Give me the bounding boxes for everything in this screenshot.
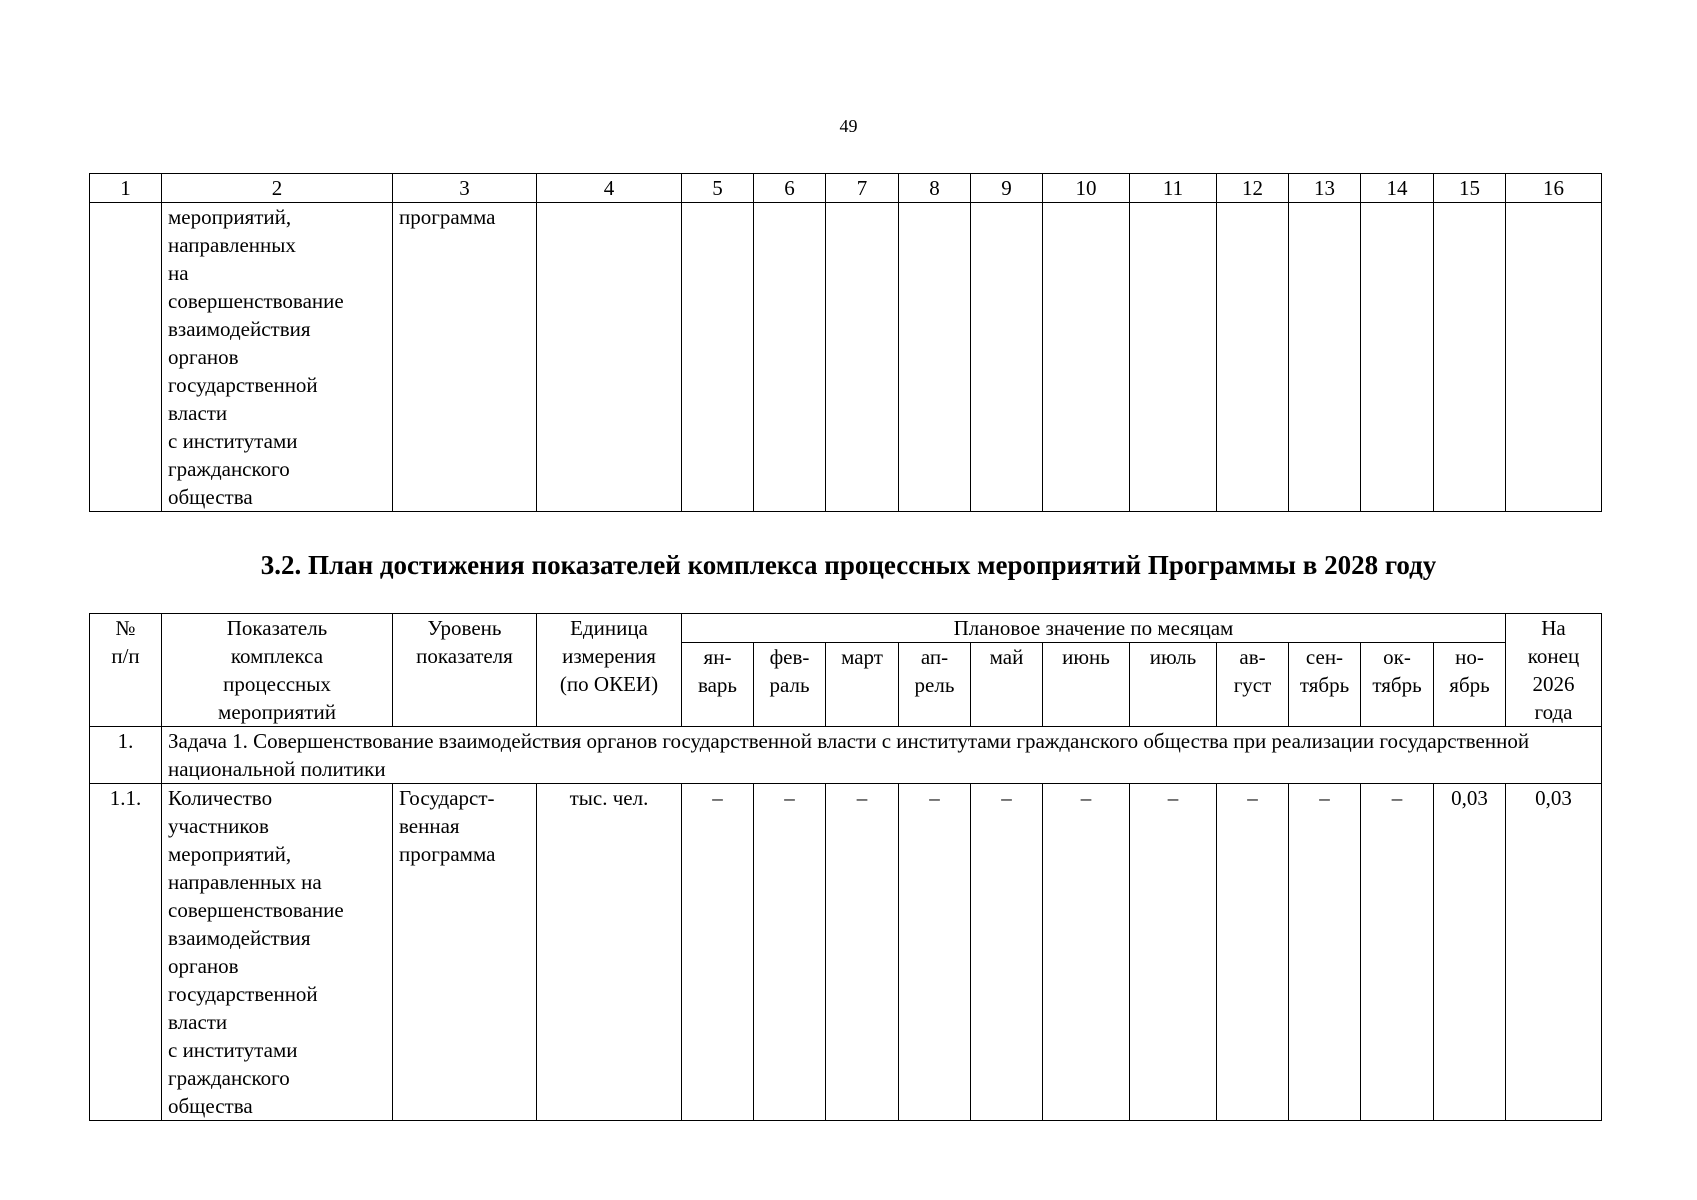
header-month: ап- рель [899, 643, 971, 727]
header-month: июль [1130, 643, 1217, 727]
header-unit: Единица измерения (по ОКЕИ) [537, 614, 682, 727]
header-month: ян- варь [682, 643, 754, 727]
header-level: Уровень показателя [393, 614, 537, 727]
table-cell [537, 203, 682, 512]
column-number: 15 [1434, 174, 1506, 203]
column-number: 5 [682, 174, 754, 203]
section-heading: 3.2. План достижения показателей комплекса процессных мероприятий Программы в 2028 году [260, 550, 1437, 580]
header-indicator: Показатель комплекса процессных мероприятий [162, 614, 393, 727]
month-value-cell: – [754, 784, 826, 1121]
table-cell [971, 203, 1043, 512]
table-cell [90, 203, 162, 512]
column-number: 13 [1289, 174, 1361, 203]
month-value-cell: – [1217, 784, 1289, 1121]
column-number: 12 [1217, 174, 1289, 203]
table-cell [682, 203, 754, 512]
month-value-cell: – [1361, 784, 1434, 1121]
column-number: 4 [537, 174, 682, 203]
column-number: 1 [90, 174, 162, 203]
header-month: ок- тябрь [1361, 643, 1434, 727]
header-monthly-plan: Плановое значение по месяцам [682, 614, 1506, 643]
column-number: 9 [971, 174, 1043, 203]
header-end-of-year: На конец 2026 года [1506, 614, 1602, 727]
header-month: фев- раль [754, 643, 826, 727]
column-number: 2 [162, 174, 393, 203]
table-row [90, 784, 1602, 1121]
column-number: 3 [393, 174, 537, 203]
month-value-cell: 0,03 [1434, 784, 1506, 1121]
page-number: 49 [839, 116, 858, 136]
task-text: Задача 1. Совершенствование взаимодействия органов государственной власти с институтами гражданского общества при реализации государственной национальной политики [162, 727, 1602, 784]
table-cell [1217, 203, 1289, 512]
indicator-name-cell: Количество участников мероприятий, направленных на совершенствование взаимодействия органов государственной власти с институтами гражданского общества [162, 784, 393, 1121]
plan-table [89, 613, 1602, 1121]
table-cell [1130, 203, 1217, 512]
column-number: 14 [1361, 174, 1434, 203]
header-row-top [90, 614, 1602, 643]
month-value-cell: – [971, 784, 1043, 1121]
table-cell [1043, 203, 1130, 512]
table-cell [754, 203, 826, 512]
table-cell [1506, 203, 1602, 512]
header-month: март [826, 643, 899, 727]
table-cell [1289, 203, 1361, 512]
column-number-row [90, 174, 1602, 203]
table-cell [1361, 203, 1434, 512]
header-month: июнь [1043, 643, 1130, 727]
task-number: 1. [90, 727, 162, 784]
indicator-level-cell: программа [393, 203, 537, 512]
end-of-year-value-cell: 0,03 [1506, 784, 1602, 1121]
column-number: 8 [899, 174, 971, 203]
month-value-cell: – [1043, 784, 1130, 1121]
header-number: № п/п [90, 614, 162, 727]
month-value-cell: – [1289, 784, 1361, 1121]
month-value-cell: – [1130, 784, 1217, 1121]
header-month: май [971, 643, 1043, 727]
indicator-name-cell: мероприятий, направленных на совершенствование взаимодействия органов государственной власти с институтами гражданского общества [162, 203, 393, 512]
month-value-cell: – [899, 784, 971, 1121]
table-cell [826, 203, 899, 512]
month-value-cell: – [826, 784, 899, 1121]
task-row [90, 727, 1602, 784]
column-number: 7 [826, 174, 899, 203]
row-number: 1.1. [90, 784, 162, 1121]
table-cell [899, 203, 971, 512]
column-number: 11 [1130, 174, 1217, 203]
header-month: но- ябрь [1434, 643, 1506, 727]
continuation-table [89, 173, 1602, 512]
month-value-cell: – [682, 784, 754, 1121]
column-number: 10 [1043, 174, 1130, 203]
table-cell [1434, 203, 1506, 512]
header-month: сен- тябрь [1289, 643, 1361, 727]
header-month: ав- густ [1217, 643, 1289, 727]
indicator-level-cell: Государст- венная программа [393, 784, 537, 1121]
column-number: 16 [1506, 174, 1602, 203]
continued-row [90, 203, 1602, 512]
column-number: 6 [754, 174, 826, 203]
unit-cell: тыс. чел. [537, 784, 682, 1121]
